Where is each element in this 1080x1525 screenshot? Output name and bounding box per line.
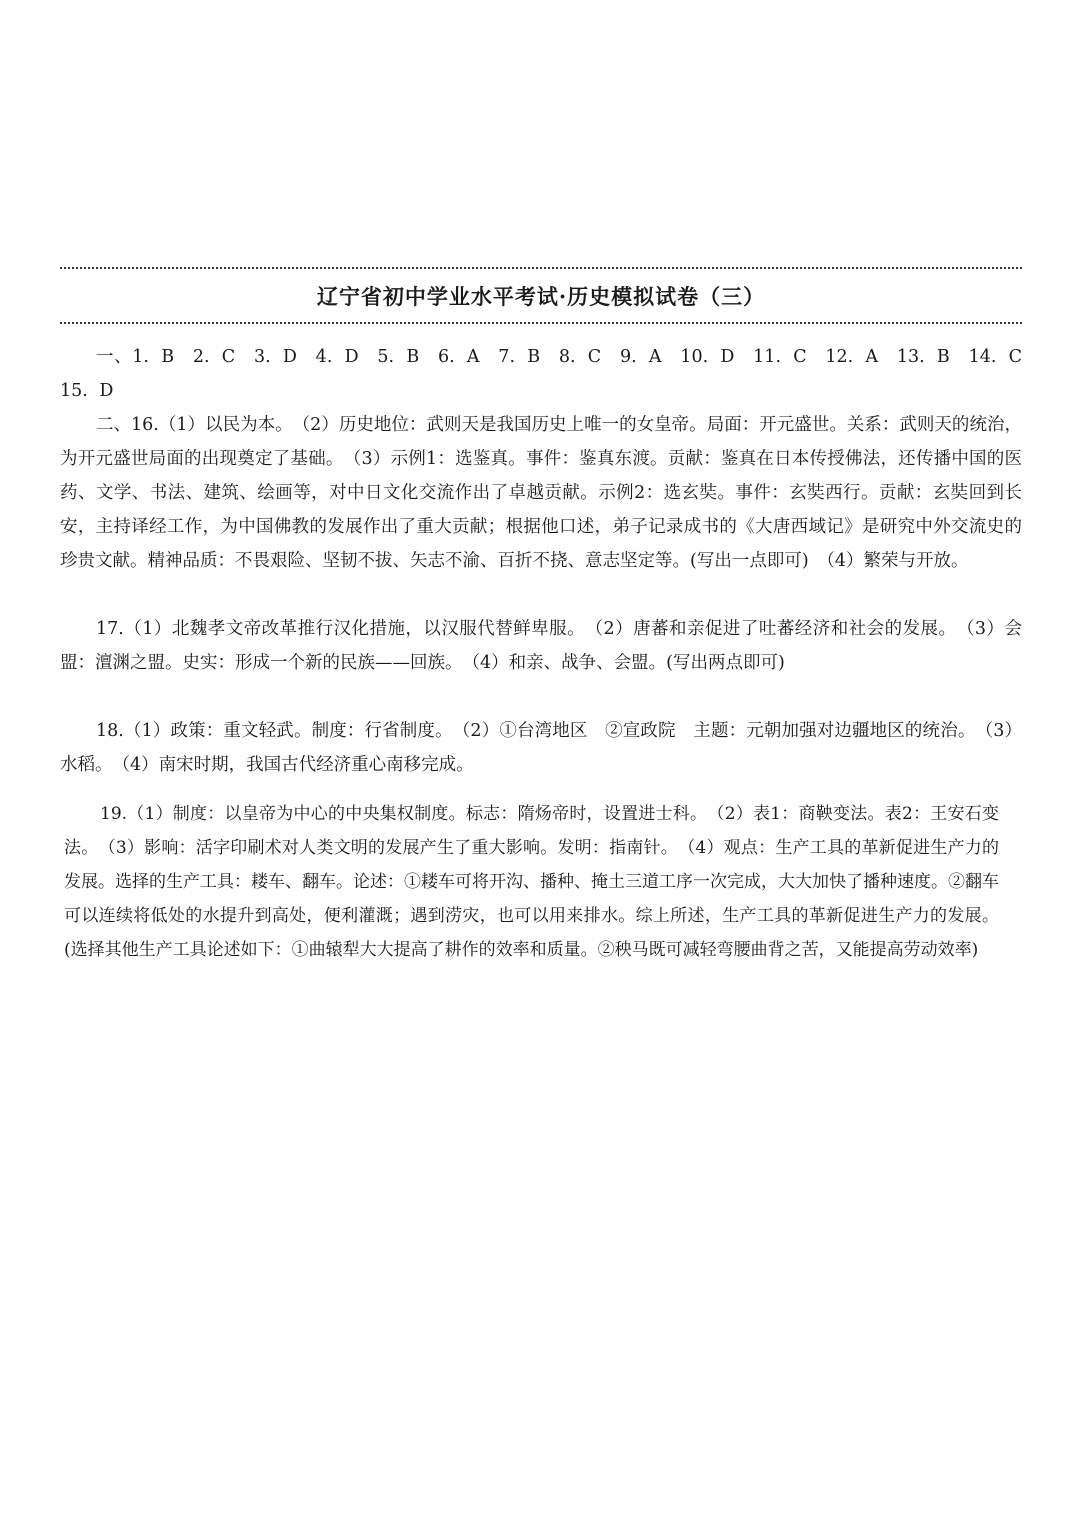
multiple-choice-answers xyxy=(60,340,1040,408)
q18-text: 18.（1）政策：重文轻武。制度：行省制度。 （2）①台湾地区 ②宣政院 主题：元朝加强对边疆地区的统治。 （3）水稻。 （4）南宋时期，我国古代经济重心南移完成。 xyxy=(60,721,1022,775)
question-19-answer xyxy=(64,797,999,967)
page-title: 辽宁省初中学业水平考试·历史模拟试卷（三） xyxy=(316,284,766,309)
question-17-answer xyxy=(60,612,1022,680)
question-16-answer xyxy=(60,408,1022,578)
section1-answers: 一、1. B 2. C 3. D 4. D 5. B 6. A 7. B 8. C 9. A 10. D 11. C 12. A 13. B 14. C 15. D xyxy=(60,347,1040,401)
q19-text: 19.（1）制度：以皇帝为中心的中央集权制度。标志：隋炀帝时，设置进士科。 （2）表1：商鞅变法。表2：王安石变法。 （3）影响：活字印刷术对人类文明的发展产生了重大影响。发明：指南针。 （4）观点：生产工具的革新促进生产力的发展。选择的生产工具：耧车、翻车。论述：①耧车可将开沟、播种、掩土三道工序一次完成，大大加快了播种速度。②翻车可以连续将低处的水提升到高处，便利灌溉；遇到涝灾，也可以用来排水。综上所述，生产工具的革新促进生产力的发展。(选择其他生产工具论述如下：①曲辕犁大大提高了耕作的效率和质量。②秧马既可减轻弯腰曲背之苦，又能提高劳动效率) xyxy=(64,804,999,960)
top-dotted-divider xyxy=(60,267,1022,269)
bottom-dotted-divider xyxy=(60,322,1022,324)
q16-text: 二、16.（1）以民为本。 （2）历史地位：武则天是我国历史上唯一的女皇帝。局面：开元盛世。关系：武则天的统治，为开元盛世局面的出现奠定了基础。 （3）示例1：选鉴真。事件：鉴真东渡。贡献：鉴真在日本传授佛法，还传播中国的医药、文学、书法、建筑、绘画等，对中日文化交流作出了卓越贡献。示例2：选玄奘。事件：玄奘西行。贡献：玄奘回到长安，主持译经工作，为中国佛教的发展作出了重大贡献；根据他口述，弟子记录成书的《大唐西域记》是研究中外交流史的珍贵文献。精神品质：不畏艰险、坚韧不拔、矢志不渝、百折不挠、意志坚定等。(写出一点即可) （4）繁荣与开放。 xyxy=(60,415,1022,571)
q17-text: 17.（1）北魏孝文帝改革推行汉化措施，以汉服代替鲜卑服。 （2）唐蕃和亲促进了吐蕃经济和社会的发展。 （3）会盟：澶渊之盟。史实：形成一个新的民族——回族。 （4）和亲、战争、会盟。(写出两点即可) xyxy=(60,619,1022,673)
question-18-answer xyxy=(60,714,1022,782)
